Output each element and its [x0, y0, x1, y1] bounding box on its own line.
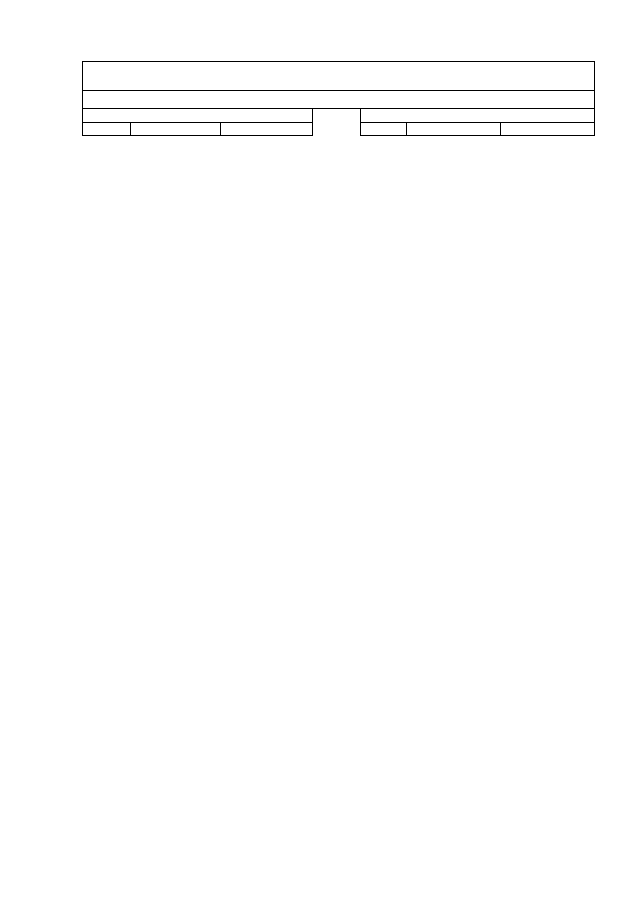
document-page	[82, 61, 594, 136]
municipality-coordinates-table	[82, 61, 595, 136]
settlement-subtitle	[83, 91, 595, 109]
column-separator	[313, 123, 361, 136]
right-column-header-y	[501, 123, 595, 136]
left-column-header-number	[83, 123, 131, 136]
right-column-header-number	[361, 123, 407, 136]
left-column-header-y	[221, 123, 313, 136]
municipality-title	[83, 62, 595, 91]
water-protection-zone-label	[83, 109, 313, 123]
right-column-header-x	[407, 123, 501, 136]
column-separator	[313, 109, 361, 123]
left-column-header-x	[131, 123, 221, 136]
coastal-protective-strip-label	[361, 109, 595, 123]
